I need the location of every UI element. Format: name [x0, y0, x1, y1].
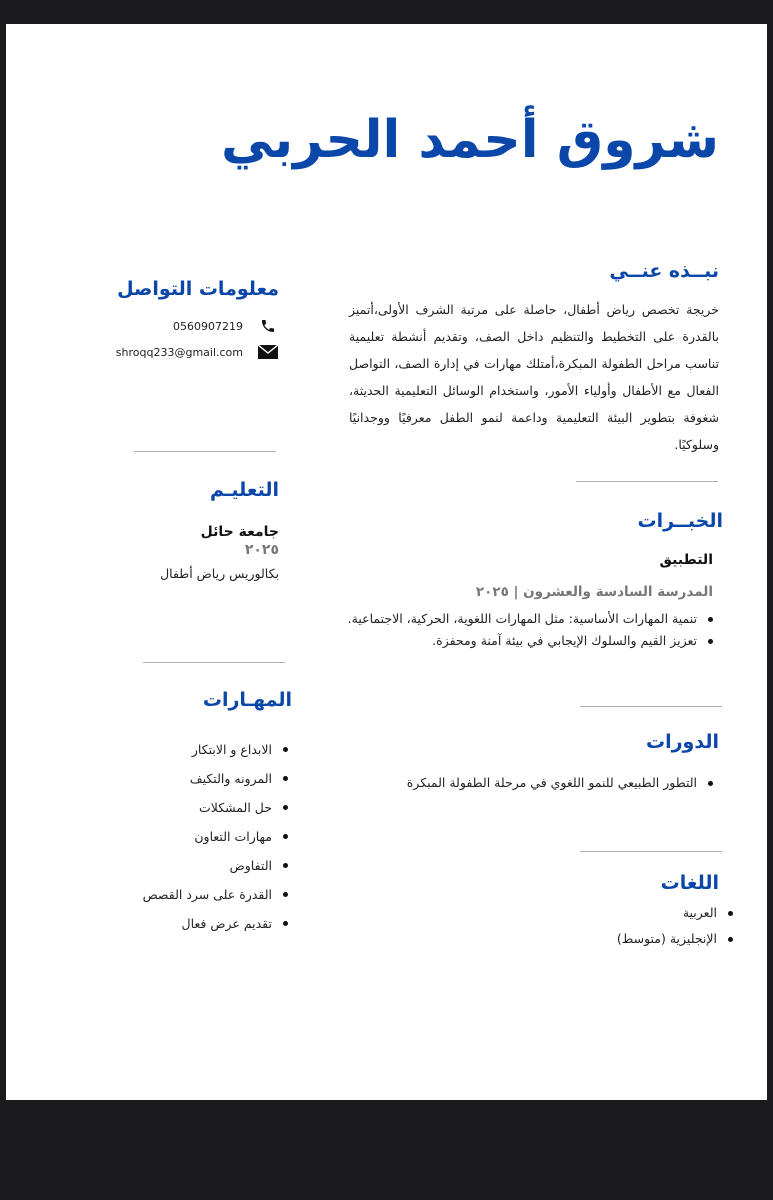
- experience-item: تعزيز القيم والسلوك الإيجابي في بيئة آمنة ومحفزة.: [417, 630, 717, 652]
- phone-row: [173, 318, 279, 334]
- courses-divider: [580, 851, 722, 852]
- skill-item: المرونه والتكيف: [143, 764, 292, 793]
- envelope-icon: [257, 344, 279, 360]
- language-item: الإنجليزية (متوسط): [617, 926, 737, 952]
- skill-item: التفاوض: [143, 851, 292, 880]
- resume-page: [6, 24, 767, 1100]
- experience-divider: [580, 706, 722, 707]
- candidate-name: شروق أحمد الحربي: [220, 110, 719, 170]
- experience-heading: الخبــرات: [637, 510, 723, 532]
- skill-item: حل المشكلات: [143, 793, 292, 822]
- experience-title: التطبيق: [659, 552, 713, 568]
- about-text: خريجة تخصص رياض أطفال، حاصلة على مرتبة الشرف الأولى،أتميز بالقدرة على التخطيط والتنظيم داخل الصف، وتقديم أنشطة تعليمية تناسب مراحل الطفولة المبكرة،أمتلك مهارات في إدارة الصف، التواصل الفعال مع الأطفال وأولياء الأمور، واستخدام الوسائل التعليمية الحديثة، شغوفة بتطوير البيئة التعليمية وداعمة لنمو الطفل معرفيًا ووجدانيًا وسلوكيًا.: [349, 302, 719, 452]
- university-name: جامعة حائل: [200, 524, 279, 540]
- phone-icon: [257, 318, 279, 334]
- language-item: العربية: [617, 900, 737, 926]
- skill-item: مهارات التعاون: [143, 822, 292, 851]
- skills-list: [143, 735, 292, 938]
- courses-heading: الدورات: [646, 731, 719, 753]
- languages-list: [617, 900, 737, 952]
- languages-heading: اللغات: [660, 872, 719, 894]
- education-heading: التعليـم: [209, 479, 279, 501]
- email-row: [116, 344, 279, 360]
- education-divider: [143, 662, 285, 663]
- degree: بكالوريس رياض أطفال: [160, 566, 279, 581]
- email-address[interactable]: shroqq233@gmail.com: [115, 345, 243, 359]
- skill-item: القدرة على سرد القصص: [143, 880, 292, 909]
- experience-item: تنمية المهارات الأساسية: مثل المهارات اللغوية، الحركية، الاجتماعية.: [417, 608, 717, 630]
- skill-item: الابداع و الابتكار: [143, 735, 292, 764]
- skills-heading: المهـارات: [202, 689, 292, 711]
- experience-place: المدرسة السادسة والعشرون | ٢٠٢٥: [475, 584, 713, 600]
- skill-item: تقديم عرض فعال: [143, 909, 292, 938]
- experience-list: [347, 608, 717, 652]
- graduation-year: ٢٠٢٥: [244, 542, 279, 558]
- courses-list: [407, 772, 717, 794]
- contact-heading: معلومات التواصل: [117, 278, 279, 300]
- phone-number: 0560907219: [173, 319, 243, 333]
- contact-divider: [134, 451, 276, 452]
- about-heading: نبــذه عنــي: [609, 260, 719, 282]
- course-item: التطور الطبيعي للنمو اللغوي في مرحلة الطفولة المبكرة: [407, 772, 717, 794]
- about-divider: [576, 481, 718, 482]
